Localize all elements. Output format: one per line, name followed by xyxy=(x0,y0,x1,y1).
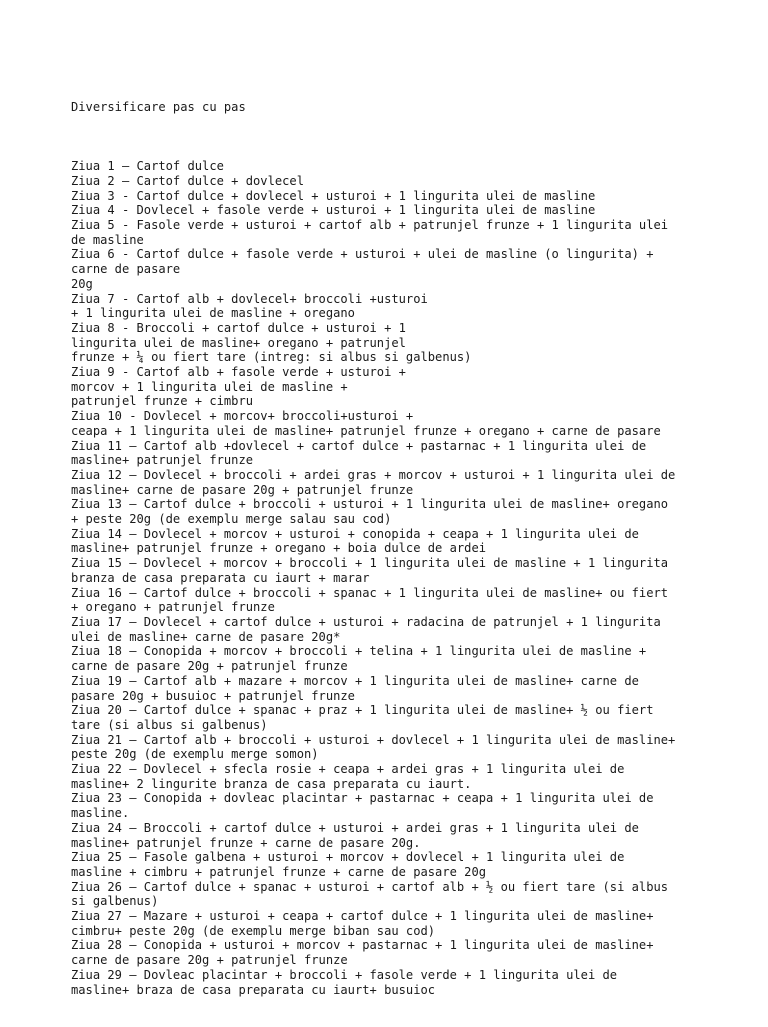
text-line: pasare 20g + busuioc + patrunjel frunze xyxy=(71,688,355,703)
text-line: Ziua 13 – Cartof dulce + broccoli + usturoi + 1 lingurita ulei de masline+ oregano xyxy=(71,497,669,512)
text-line: Ziua 5 - Fasole verde + usturoi + cartof alb + patrunjel frunze + 1 lingurita ulei xyxy=(71,218,669,233)
text-line: Ziua 4 - Dovlecel + fasole verde + usturoi + 1 lingurita ulei de masline xyxy=(71,203,596,218)
text-line: Ziua 12 – Dovlecel + broccoli + ardei gras + morcov + usturoi + 1 lingurita ulei de xyxy=(71,467,676,482)
text-line: masline+ patrunjel frunze xyxy=(71,453,254,468)
text-line: Ziua 28 – Conopida + usturoi + morcov + pastarnac + 1 lingurita ulei de masline+ xyxy=(71,938,654,953)
text-line: Ziua 15 – Dovlecel + morcov + broccoli + 1 lingurita ulei de masline + 1 lingurita xyxy=(71,556,669,571)
text-line: Ziua 6 - Cartof dulce + fasole verde + usturoi + ulei de masline (o lingurita) + xyxy=(71,247,654,262)
text-line: Ziua 16 – Cartof dulce + broccoli + spanac + 1 lingurita ulei de masline+ ou fiert xyxy=(71,585,669,600)
text-line: Ziua 8 - Broccoli + cartof dulce + usturoi + 1 xyxy=(71,320,406,335)
document-body xyxy=(71,71,751,1027)
text-line: Ziua 9 - Cartof alb + fasole verde + usturoi + xyxy=(71,365,406,380)
text-line: masline. xyxy=(71,806,130,821)
text-line: Ziua 11 – Cartof alb +dovlecel + cartof dulce + pastarnac + 1 lingurita ulei de xyxy=(71,438,647,453)
text-line: Ziua 27 – Mazare + usturoi + ceapa + cartof dulce + 1 lingurita ulei de masline+ xyxy=(71,909,654,924)
text-line: masline+ braza de casa preparata cu iaurt+ busuioc xyxy=(71,982,436,997)
text-line: morcov + 1 lingurita ulei de masline + xyxy=(71,379,348,394)
text-line: patrunjel frunze + cimbru xyxy=(71,394,254,409)
text-line: tare (si albus si galbenus) xyxy=(71,717,268,732)
document-title: Diversificare pas cu pas xyxy=(71,100,246,115)
text-line: Ziua 23 – Conopida + dovleac placintar + pastarnac + ceapa + 1 lingurita ulei de xyxy=(71,791,654,806)
text-line: Ziua 22 – Dovlecel + sfecla rosie + ceapa + ardei gras + 1 lingurita ulei de xyxy=(71,762,625,777)
text-line: Ziua 17 – Dovlecel + cartof dulce + usturoi + radacina de patrunjel + 1 lingurita xyxy=(71,615,661,629)
text-line: Ziua 18 – Conopida + morcov + broccoli + telina + 1 lingurita ulei de masline + xyxy=(71,644,647,659)
text-line: Ziua 20 – Cartof dulce + spanac + praz + 1 lingurita ulei de masline+ ½ ou fiert xyxy=(71,703,654,718)
text-line: ceapa + 1 lingurita ulei de masline+ patrunjel frunze + oregano + carne de pasare xyxy=(71,423,661,438)
document-lines xyxy=(71,159,751,997)
text-line: masline+ carne de pasare 20g + patrunjel frunze xyxy=(71,482,414,497)
text-line: si galbenus) xyxy=(71,894,159,909)
text-line: Ziua 24 – Broccoli + cartof dulce + usturoi + ardei gras + 1 lingurita ulei de xyxy=(71,820,639,835)
text-line: Ziua 21 – Cartof alb + broccoli + usturoi + dovlecel + 1 lingurita ulei de masline+ xyxy=(71,732,676,747)
text-line: + 1 lingurita ulei de masline + oregano xyxy=(71,306,355,321)
text-line: frunze + ¼ ou fiert tare (intreg: si albus si galbenus) xyxy=(71,350,472,365)
text-line: masline+ patrunjel frunze + oregano + boia dulce de ardei xyxy=(71,541,487,556)
text-line: + oregano + patrunjel frunze xyxy=(71,600,275,615)
text-line: cimbru+ peste 20g (de exemplu merge biban sau cod) xyxy=(71,923,436,938)
text-line: Ziua 2 – Cartof dulce + dovlecel xyxy=(71,173,304,188)
text-line: Ziua 1 – Cartof dulce xyxy=(71,159,224,174)
text-line: masline+ patrunjel frunze + carne de pasare 20g. xyxy=(71,835,421,850)
text-line: lingurita ulei de masline+ oregano + patrunjel xyxy=(71,335,406,350)
text-line: carne de pasare 20g + patrunjel frunze xyxy=(71,659,348,674)
text-line: Ziua 7 - Cartof alb + dovlecel+ broccoli +usturoi xyxy=(71,291,428,306)
text-line: peste 20g (de exemplu merge somon) xyxy=(71,747,319,762)
text-line: Ziua 26 – Cartof dulce + spanac + usturoi + cartof alb + ½ ou fiert tare (si albus xyxy=(71,879,669,894)
text-line: Ziua 29 – Dovleac placintar + broccoli + fasole verde + 1 lingurita ulei de xyxy=(71,967,618,982)
text-line: ulei de masline+ carne de pasare 20g* xyxy=(71,629,341,644)
text-line: Ziua 19 – Cartof alb + mazare + morcov + 1 lingurita ulei de masline+ carne de xyxy=(71,673,639,688)
text-line: Ziua 25 – Fasole galbena + usturoi + morcov + dovlecel + 1 lingurita ulei de xyxy=(71,850,625,865)
text-line: de masline xyxy=(71,232,144,247)
text-line: carne de pasare 20g + patrunjel frunze xyxy=(71,953,348,968)
text-line: masline + cimbru + patrunjel frunze + carne de pasare 20g xyxy=(71,864,487,879)
text-line: 20g xyxy=(71,276,93,291)
text-line: + peste 20g (de exemplu merge salau sau cod) xyxy=(71,512,392,527)
text-line: Ziua 10 - Dovlecel + morcov+ broccoli+usturoi + xyxy=(71,409,414,424)
text-line: masline+ 2 lingurite branza de casa preparata cu iaurt. xyxy=(71,776,472,791)
text-line: branza de casa preparata cu iaurt + marar xyxy=(71,570,370,585)
text-line: Ziua 14 – Dovlecel + morcov + usturoi + conopida + ceapa + 1 lingurita ulei de xyxy=(71,526,639,541)
text-line: carne de pasare xyxy=(71,262,181,277)
text-line: Ziua 3 - Cartof dulce + dovlecel + usturoi + 1 lingurita ulei de masline xyxy=(71,188,596,203)
